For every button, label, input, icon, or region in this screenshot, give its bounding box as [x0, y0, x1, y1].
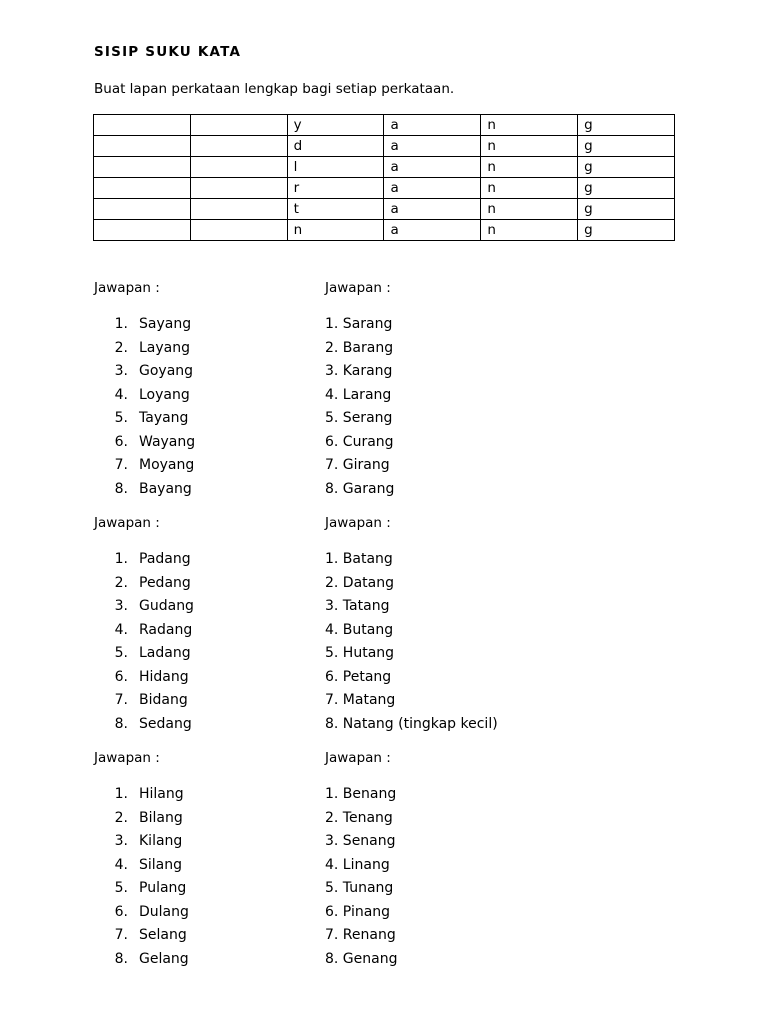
grid-cell: [190, 136, 287, 157]
grid-cell: n: [481, 199, 578, 220]
list-item: [94, 855, 189, 879]
list-item: [94, 714, 194, 738]
item-word: Ladang: [139, 645, 191, 661]
item-word: Wayang: [139, 433, 196, 450]
grid-cell: d: [287, 136, 384, 157]
list-item: 6. Petang: [325, 668, 392, 685]
grid-cell: t: [287, 199, 384, 220]
grid-cell: n: [481, 178, 578, 199]
list-item: [94, 408, 195, 432]
grid-row: [94, 157, 675, 178]
list-item: 4. Butang: [325, 621, 394, 638]
list-item: [94, 573, 194, 597]
answer-list: [325, 784, 397, 972]
grid-cell: [94, 199, 191, 220]
item-word: Dulang: [139, 903, 189, 920]
answer-column-left: [94, 278, 196, 497]
answer-heading: Jawapan :: [325, 280, 391, 296]
list-item: [94, 878, 189, 902]
item-word: Layang: [139, 339, 191, 356]
list-item: 6. Pinang: [325, 903, 391, 920]
item-number: 8.: [114, 480, 128, 497]
item-word: Loyang: [139, 386, 190, 403]
item-number: 1.: [114, 551, 128, 567]
list-item: 2. Tenang: [325, 809, 393, 826]
answer-list: [94, 314, 195, 502]
item-word: Bilang: [139, 809, 183, 826]
list-item: [94, 385, 195, 409]
list-item: [94, 314, 195, 338]
item-word: Selang: [139, 927, 187, 943]
grid-cell: [94, 157, 191, 178]
item-number: 6.: [114, 903, 128, 920]
item-number: 4.: [114, 856, 128, 873]
list-item: 2. Barang: [325, 339, 394, 356]
item-number: 4.: [114, 621, 128, 638]
item-number: 5.: [114, 880, 128, 896]
answer-column-left: [94, 513, 194, 732]
list-item: [94, 620, 194, 644]
list-item: [94, 338, 195, 362]
item-number: 6.: [114, 668, 128, 685]
answer-heading: Jawapan :: [325, 515, 391, 531]
item-number: 7.: [114, 457, 128, 473]
grid-cell: n: [481, 115, 578, 136]
list-item: 8. Garang: [325, 480, 395, 497]
answer-column-right: [325, 278, 395, 497]
item-number: 3.: [114, 833, 128, 849]
answer-column-right: [325, 513, 498, 732]
grid-cell: a: [384, 220, 481, 241]
grid-row: [94, 220, 675, 241]
item-number: 5.: [114, 645, 128, 661]
item-word: Radang: [139, 621, 193, 638]
answer-heading: Jawapan :: [94, 515, 160, 531]
grid-cell: g: [578, 220, 675, 241]
item-number: 2.: [114, 339, 128, 356]
item-number: 1.: [114, 786, 128, 802]
grid-cell: [94, 136, 191, 157]
grid-cell: r: [287, 178, 384, 199]
item-word: Silang: [139, 856, 183, 873]
answer-heading: Jawapan :: [325, 750, 391, 766]
list-item: 3. Karang: [325, 363, 393, 379]
grid-cell: [190, 199, 287, 220]
item-word: Moyang: [139, 457, 195, 473]
list-item: 6. Curang: [325, 433, 394, 450]
list-item: 5. Tunang: [325, 880, 394, 896]
grid-row: [94, 199, 675, 220]
item-number: 2.: [114, 809, 128, 826]
grid-cell: [190, 220, 287, 241]
answer-list: [325, 549, 498, 737]
item-word: Goyang: [139, 363, 194, 379]
item-number: 4.: [114, 386, 128, 403]
item-word: Gelang: [139, 950, 189, 967]
list-item: [94, 925, 189, 949]
item-number: 1.: [114, 316, 128, 332]
list-item: 1. Sarang: [325, 316, 393, 332]
list-item: [94, 831, 189, 855]
list-item: [94, 643, 194, 667]
grid-cell: [190, 115, 287, 136]
list-item: 5. Hutang: [325, 645, 395, 661]
list-item: [94, 479, 195, 503]
grid-cell: a: [384, 157, 481, 178]
list-item: 1. Benang: [325, 786, 397, 802]
list-item: 5. Serang: [325, 410, 393, 426]
item-word: Sayang: [139, 316, 192, 332]
list-item: 4. Larang: [325, 386, 392, 403]
grid-cell: [94, 178, 191, 199]
grid-cell: l: [287, 157, 384, 178]
grid-cell: n: [481, 220, 578, 241]
item-word: Pulang: [139, 880, 187, 896]
list-item: [94, 949, 189, 973]
grid-cell: a: [384, 178, 481, 199]
list-item: [94, 690, 194, 714]
item-number: 5.: [114, 410, 128, 426]
grid-cell: a: [384, 115, 481, 136]
list-item: [94, 667, 194, 691]
item-word: Sedang: [139, 715, 192, 732]
list-item: [94, 784, 189, 808]
answer-column-left: [94, 748, 189, 967]
list-item: [94, 902, 189, 926]
grid-row: [94, 136, 675, 157]
item-word: Padang: [139, 551, 191, 567]
grid-cell: g: [578, 157, 675, 178]
item-word: Hilang: [139, 786, 184, 802]
list-item: [94, 455, 195, 479]
answer-column-right: [325, 748, 398, 967]
grid-cell: [190, 157, 287, 178]
item-number: 8.: [114, 715, 128, 732]
answer-heading: Jawapan :: [94, 750, 160, 766]
grid-cell: g: [578, 136, 675, 157]
list-item: [94, 596, 194, 620]
answer-list: [325, 314, 394, 502]
grid-row: [94, 115, 675, 136]
grid-cell: a: [384, 136, 481, 157]
grid-cell: g: [578, 199, 675, 220]
answer-heading: Jawapan :: [94, 280, 160, 296]
list-item: 4. Linang: [325, 856, 390, 873]
list-item: [94, 361, 195, 385]
worksheet-instruction: Buat lapan perkataan lengkap bagi setiap perkataan.: [94, 81, 455, 97]
item-word: Bidang: [139, 692, 188, 708]
worksheet-title: SISIP SUKU KATA: [94, 44, 242, 60]
grid-cell: n: [287, 220, 384, 241]
list-item: 1. Batang: [325, 551, 393, 567]
list-item: 8. Genang: [325, 950, 398, 967]
list-item: 8. Natang (tingkap kecil): [325, 715, 498, 732]
item-word: Kilang: [139, 833, 183, 849]
list-item: [94, 808, 189, 832]
grid-cell: [190, 178, 287, 199]
grid-cell: n: [481, 157, 578, 178]
grid-cell: [94, 220, 191, 241]
item-word: Hidang: [139, 668, 189, 685]
list-item: 7. Matang: [325, 692, 396, 708]
grid-cell: g: [578, 178, 675, 199]
grid-cell: n: [481, 136, 578, 157]
item-number: 8.: [114, 950, 128, 967]
list-item: 7. Renang: [325, 927, 396, 943]
answer-list: [94, 549, 194, 737]
syllable-grid: [93, 114, 675, 241]
grid-cell: [94, 115, 191, 136]
grid-row: [94, 178, 675, 199]
grid-cell: y: [287, 115, 384, 136]
item-word: Pedang: [139, 574, 191, 591]
item-number: 7.: [114, 692, 128, 708]
list-item: 2. Datang: [325, 574, 394, 591]
answer-list: [94, 784, 189, 972]
item-number: 7.: [114, 927, 128, 943]
list-item: [94, 432, 195, 456]
grid-cell: a: [384, 199, 481, 220]
grid-cell: g: [578, 115, 675, 136]
item-word: Gudang: [139, 598, 194, 614]
item-word: Bayang: [139, 480, 192, 497]
item-number: 6.: [114, 433, 128, 450]
item-number: 2.: [114, 574, 128, 591]
item-number: 3.: [114, 363, 128, 379]
list-item: 3. Senang: [325, 833, 396, 849]
list-item: [94, 549, 194, 573]
list-item: 3. Tatang: [325, 598, 390, 614]
item-word: Tayang: [139, 410, 189, 426]
list-item: 7. Girang: [325, 457, 390, 473]
item-number: 3.: [114, 598, 128, 614]
